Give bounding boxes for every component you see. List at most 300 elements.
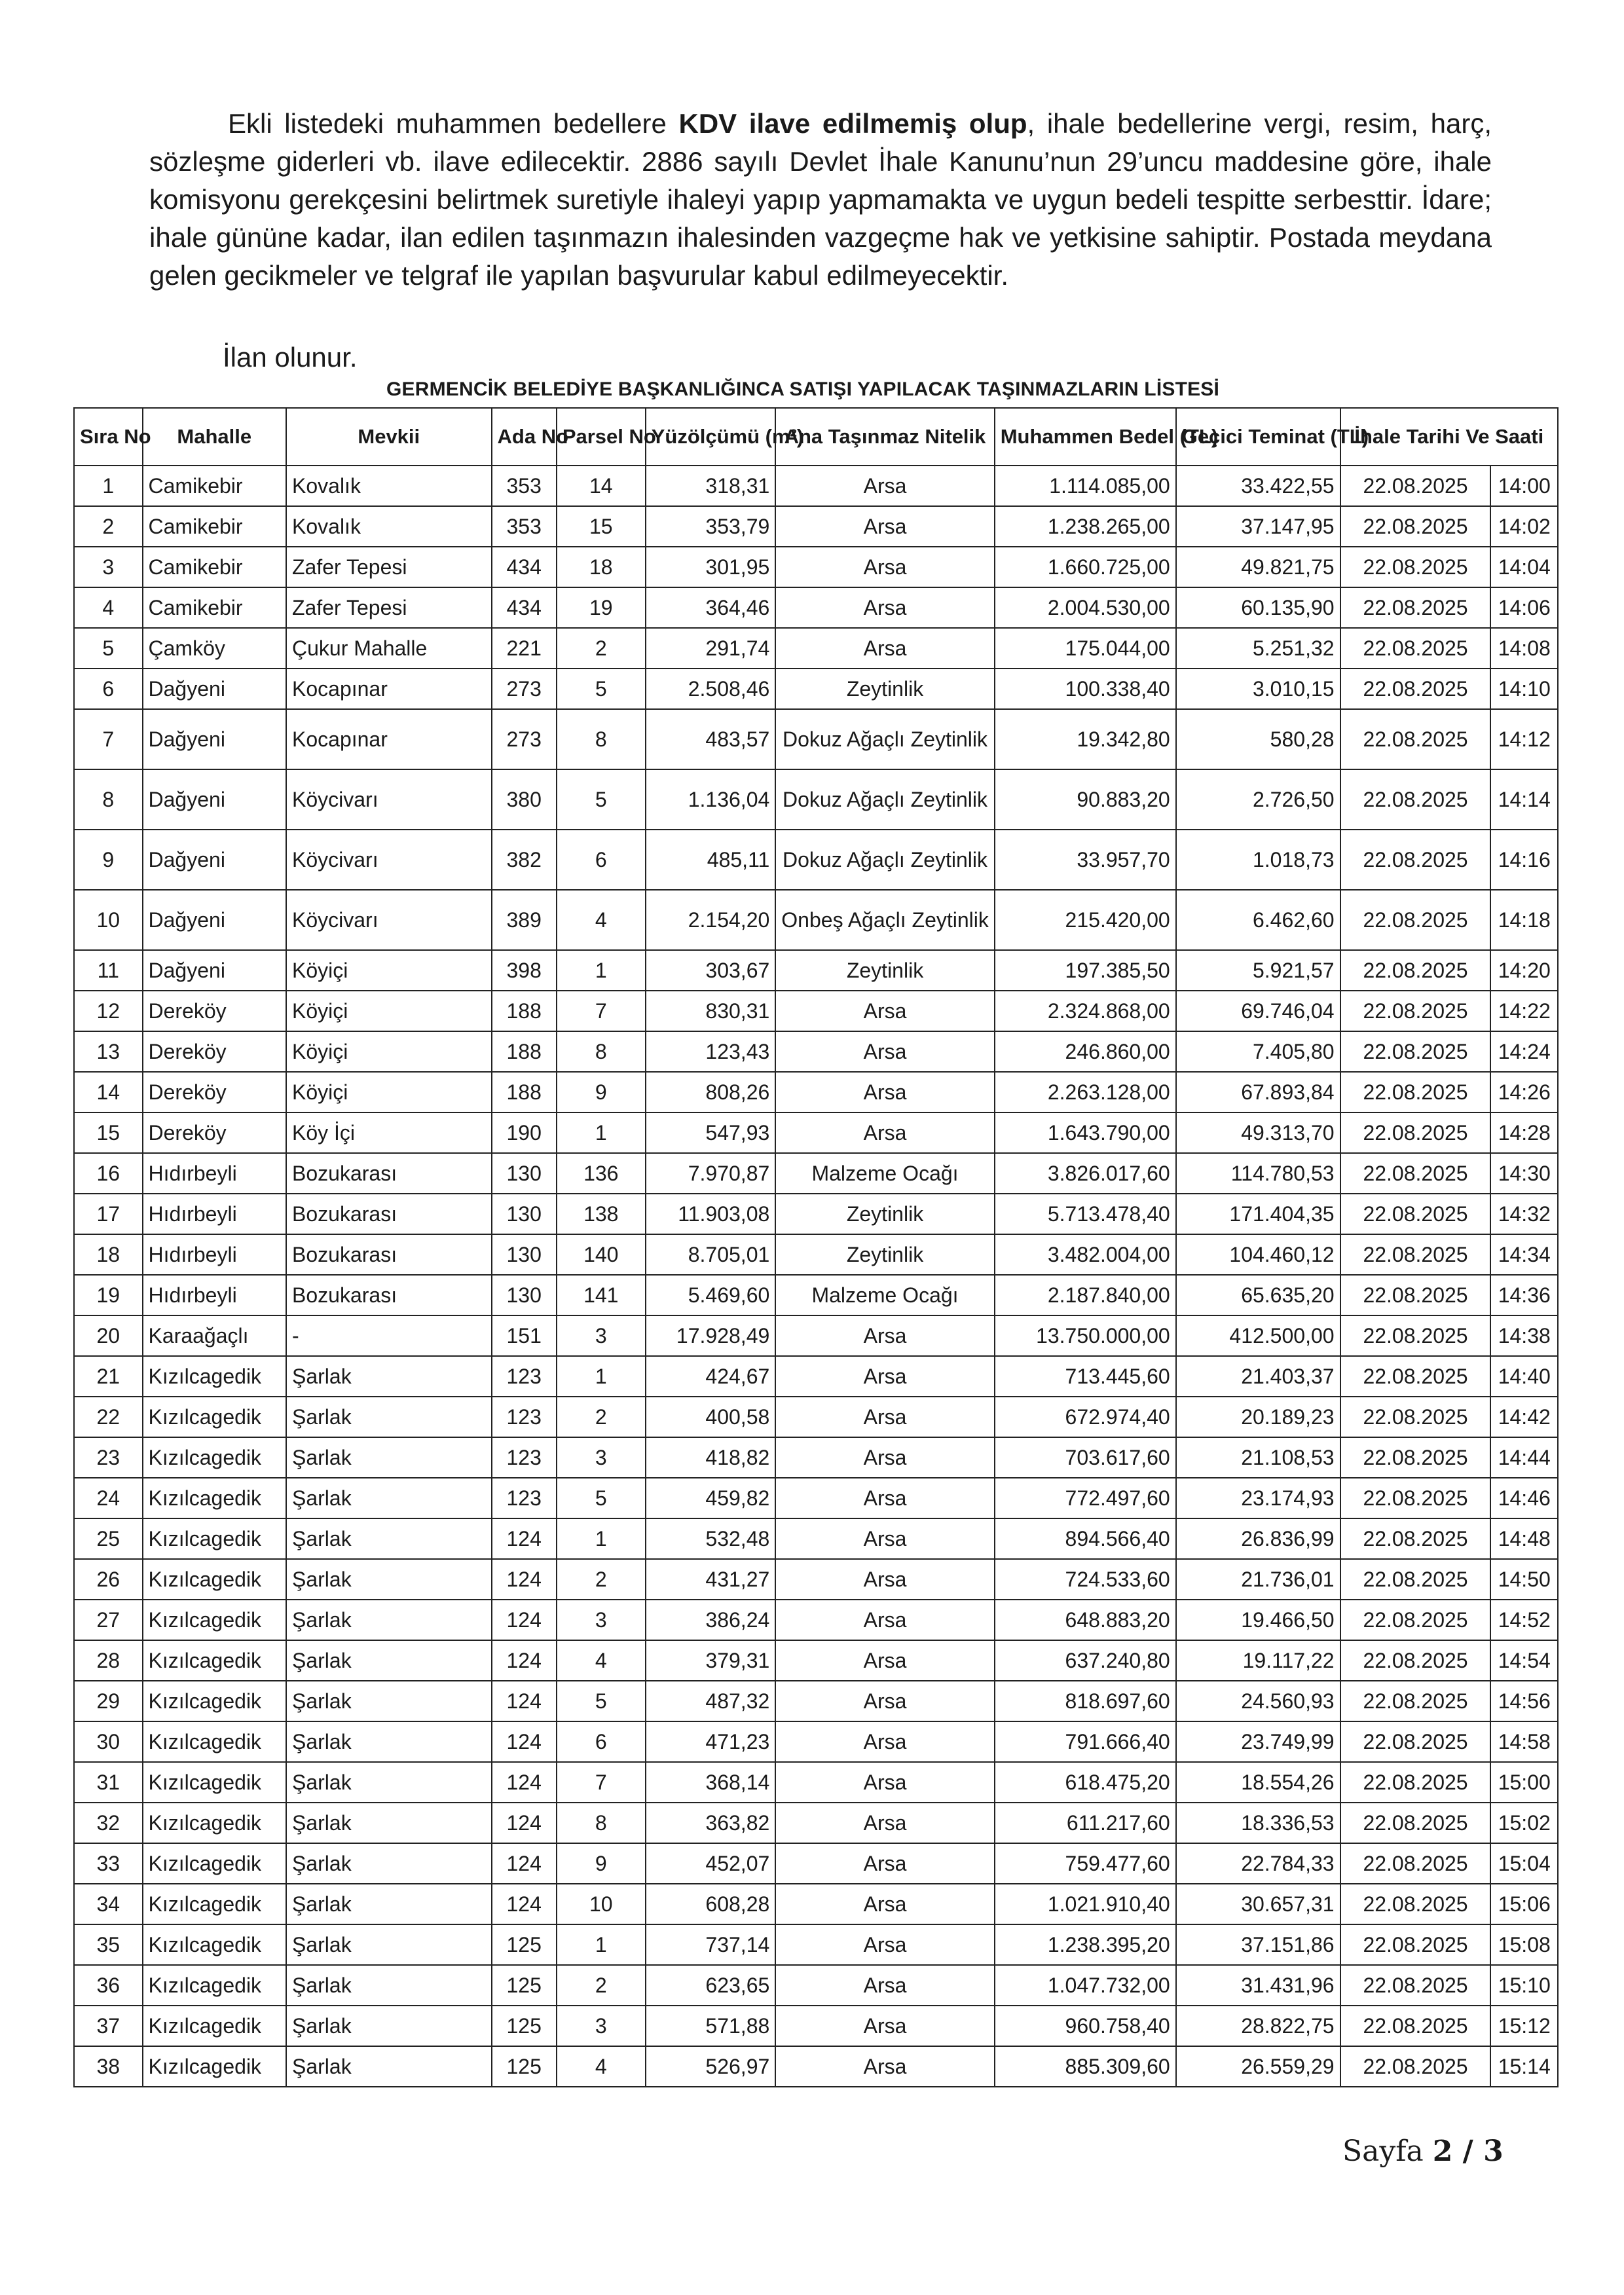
- cell-ada: 125: [492, 2006, 557, 2046]
- cell-saat: 14:48: [1490, 1518, 1558, 1559]
- cell-teminat: 26.559,29: [1176, 2046, 1340, 2087]
- cell-yuzolcumu: 11.903,08: [646, 1194, 776, 1234]
- cell-bedel: 1.660.725,00: [995, 547, 1176, 587]
- cell-nitelik: Arsa: [775, 1762, 994, 1803]
- table-row: [74, 1803, 1558, 1843]
- cell-mahalle: Hıdırbeyli: [143, 1153, 286, 1194]
- cell-nitelik: Zeytinlik: [775, 950, 994, 991]
- cell-teminat: 7.405,80: [1176, 1031, 1340, 1072]
- cell-parsel: 3: [557, 2006, 646, 2046]
- cell-saat: 14:20: [1490, 950, 1558, 991]
- table-row: [74, 709, 1558, 769]
- cell-bedel: 672.974,40: [995, 1397, 1176, 1437]
- cell-parsel: 1: [557, 1518, 646, 1559]
- table-row: [74, 991, 1558, 1031]
- table-row: [74, 769, 1558, 830]
- cell-sira: 6: [74, 669, 143, 709]
- cell-parsel: 3: [557, 1600, 646, 1640]
- cell-mahalle: Dağyeni: [143, 769, 286, 830]
- table-row: [74, 1600, 1558, 1640]
- cell-tarih: 22.08.2025: [1340, 1681, 1491, 1721]
- cell-mevkii: Şarlak: [286, 1965, 492, 2006]
- table-row: [74, 1031, 1558, 1072]
- cell-ada: 434: [492, 587, 557, 628]
- cell-mevkii: Köyiçi: [286, 950, 492, 991]
- cell-mevkii: Bozukarası: [286, 1194, 492, 1234]
- cell-mevkii: Kovalık: [286, 506, 492, 547]
- cell-yuzolcumu: 452,07: [646, 1843, 776, 1884]
- cell-sira: 11: [74, 950, 143, 991]
- cell-bedel: 33.957,70: [995, 830, 1176, 890]
- cell-sira: 24: [74, 1478, 143, 1518]
- cell-parsel: 4: [557, 890, 646, 950]
- cell-tarih: 22.08.2025: [1340, 506, 1491, 547]
- cell-sira: 30: [74, 1721, 143, 1762]
- cell-mahalle: Dereköy: [143, 1112, 286, 1153]
- cell-ada: 123: [492, 1397, 557, 1437]
- cell-mahalle: Kızılcagedik: [143, 1681, 286, 1721]
- cell-yuzolcumu: 291,74: [646, 628, 776, 669]
- cell-bedel: 19.342,80: [995, 709, 1176, 769]
- cell-tarih: 22.08.2025: [1340, 1803, 1491, 1843]
- cell-yuzolcumu: 547,93: [646, 1112, 776, 1153]
- cell-yuzolcumu: 364,46: [646, 587, 776, 628]
- cell-tarih: 22.08.2025: [1340, 950, 1491, 991]
- cell-nitelik: Arsa: [775, 1803, 994, 1843]
- cell-tarih: 22.08.2025: [1340, 1559, 1491, 1600]
- cell-parsel: 9: [557, 1072, 646, 1112]
- cell-mahalle: Dereköy: [143, 1072, 286, 1112]
- cell-parsel: 1: [557, 1924, 646, 1965]
- cell-bedel: 703.617,60: [995, 1437, 1176, 1478]
- cell-saat: 14:02: [1490, 506, 1558, 547]
- cell-mevkii: Şarlak: [286, 1762, 492, 1803]
- cell-parsel: 1: [557, 950, 646, 991]
- cell-bedel: 960.758,40: [995, 2006, 1176, 2046]
- cell-ada: 221: [492, 628, 557, 669]
- table-title: GERMENCİK BELEDİYE BAŞKANLIĞINCA SATIŞI YAPILACAK TAŞINMAZLARIN LİSTESİ: [386, 378, 1220, 400]
- cell-mahalle: Kızılcagedik: [143, 1397, 286, 1437]
- cell-bedel: 885.309,60: [995, 2046, 1176, 2087]
- cell-teminat: 30.657,31: [1176, 1884, 1340, 1924]
- cell-yuzolcumu: 526,97: [646, 2046, 776, 2087]
- cell-sira: 25: [74, 1518, 143, 1559]
- cell-parsel: 2: [557, 1965, 646, 2006]
- cell-ada: 353: [492, 506, 557, 547]
- cell-bedel: 5.713.478,40: [995, 1194, 1176, 1234]
- cell-mahalle: Dereköy: [143, 1031, 286, 1072]
- cell-nitelik: Arsa: [775, 1559, 994, 1600]
- cell-mahalle: Kızılcagedik: [143, 1843, 286, 1884]
- cell-ada: 124: [492, 1600, 557, 1640]
- cell-mevkii: Şarlak: [286, 1924, 492, 1965]
- cell-saat: 14:44: [1490, 1437, 1558, 1478]
- cell-ada: 188: [492, 1072, 557, 1112]
- cell-saat: 14:32: [1490, 1194, 1558, 1234]
- cell-sira: 13: [74, 1031, 143, 1072]
- cell-bedel: 611.217,60: [995, 1803, 1176, 1843]
- cell-tarih: 22.08.2025: [1340, 1031, 1491, 1072]
- cell-saat: 15:06: [1490, 1884, 1558, 1924]
- cell-teminat: 24.560,93: [1176, 1681, 1340, 1721]
- cell-mahalle: Kızılcagedik: [143, 1356, 286, 1397]
- cell-yuzolcumu: 379,31: [646, 1640, 776, 1681]
- cell-mevkii: Köyiçi: [286, 991, 492, 1031]
- cell-ada: 123: [492, 1356, 557, 1397]
- cell-mevkii: Köyiçi: [286, 1072, 492, 1112]
- table-row: [74, 506, 1558, 547]
- cell-tarih: 22.08.2025: [1340, 1884, 1491, 1924]
- cell-yuzolcumu: 424,67: [646, 1356, 776, 1397]
- cell-yuzolcumu: 487,32: [646, 1681, 776, 1721]
- cell-ada: 124: [492, 1721, 557, 1762]
- cell-mevkii: Şarlak: [286, 1721, 492, 1762]
- cell-mevkii: Bozukarası: [286, 1153, 492, 1194]
- cell-saat: 14:10: [1490, 669, 1558, 709]
- cell-nitelik: Arsa: [775, 1681, 994, 1721]
- cell-yuzolcumu: 483,57: [646, 709, 776, 769]
- cell-saat: 14:18: [1490, 890, 1558, 950]
- cell-nitelik: Arsa: [775, 1315, 994, 1356]
- cell-sira: 27: [74, 1600, 143, 1640]
- intro-bold-text: KDV ilave edilmemiş olup: [678, 108, 1027, 139]
- cell-ada: 125: [492, 1924, 557, 1965]
- table-row: [74, 1153, 1558, 1194]
- cell-parsel: 5: [557, 1478, 646, 1518]
- page-value: 2 / 3: [1432, 2135, 1504, 2168]
- cell-nitelik: Arsa: [775, 1640, 994, 1681]
- cell-saat: 15:08: [1490, 1924, 1558, 1965]
- cell-saat: 14:00: [1490, 466, 1558, 506]
- cell-mevkii: Şarlak: [286, 1843, 492, 1884]
- cell-ada: 124: [492, 1518, 557, 1559]
- cell-sira: 3: [74, 547, 143, 587]
- cell-bedel: 175.044,00: [995, 628, 1176, 669]
- cell-parsel: 6: [557, 830, 646, 890]
- cell-parsel: 5: [557, 769, 646, 830]
- cell-mahalle: Dereköy: [143, 991, 286, 1031]
- cell-yuzolcumu: 386,24: [646, 1600, 776, 1640]
- cell-yuzolcumu: 353,79: [646, 506, 776, 547]
- cell-tarih: 22.08.2025: [1340, 1600, 1491, 1640]
- cell-bedel: 894.566,40: [995, 1518, 1176, 1559]
- cell-teminat: 19.466,50: [1176, 1600, 1340, 1640]
- table-row: [74, 1275, 1558, 1315]
- cell-tarih: 22.08.2025: [1340, 1397, 1491, 1437]
- cell-teminat: 22.784,33: [1176, 1843, 1340, 1884]
- cell-parsel: 8: [557, 1803, 646, 1843]
- cell-mahalle: Kızılcagedik: [143, 2046, 286, 2087]
- cell-parsel: 5: [557, 1681, 646, 1721]
- cell-sira: 28: [74, 1640, 143, 1681]
- cell-saat: 14:42: [1490, 1397, 1558, 1437]
- table-row: [74, 1112, 1558, 1153]
- cell-sira: 26: [74, 1559, 143, 1600]
- cell-tarih: 22.08.2025: [1340, 1234, 1491, 1275]
- cell-saat: 14:34: [1490, 1234, 1558, 1275]
- cell-mahalle: Dağyeni: [143, 890, 286, 950]
- cell-nitelik: Arsa: [775, 1397, 994, 1437]
- cell-mahalle: Dağyeni: [143, 709, 286, 769]
- cell-mevkii: Şarlak: [286, 2046, 492, 2087]
- cell-nitelik: Dokuz Ağaçlı Zeytinlik: [775, 769, 994, 830]
- header-yuzolcumu: Yüzölçümü (m²): [646, 408, 776, 466]
- header-mevkii: Mevkii: [286, 408, 492, 466]
- cell-bedel: 197.385,50: [995, 950, 1176, 991]
- cell-sira: 17: [74, 1194, 143, 1234]
- cell-saat: 14:30: [1490, 1153, 1558, 1194]
- cell-teminat: 1.018,73: [1176, 830, 1340, 890]
- cell-parsel: 9: [557, 1843, 646, 1884]
- cell-saat: 15:04: [1490, 1843, 1558, 1884]
- cell-teminat: 23.749,99: [1176, 1721, 1340, 1762]
- cell-bedel: 1.238.395,20: [995, 1924, 1176, 1965]
- cell-parsel: 7: [557, 991, 646, 1031]
- cell-teminat: 19.117,22: [1176, 1640, 1340, 1681]
- cell-teminat: 49.313,70: [1176, 1112, 1340, 1153]
- cell-nitelik: Malzeme Ocağı: [775, 1153, 994, 1194]
- cell-nitelik: Arsa: [775, 2006, 994, 2046]
- table-row: [74, 890, 1558, 950]
- cell-teminat: 49.821,75: [1176, 547, 1340, 587]
- cell-yuzolcumu: 1.136,04: [646, 769, 776, 830]
- cell-parsel: 138: [557, 1194, 646, 1234]
- cell-sira: 35: [74, 1924, 143, 1965]
- table-row: [74, 1072, 1558, 1112]
- cell-mevkii: Şarlak: [286, 1803, 492, 1843]
- cell-nitelik: Arsa: [775, 2046, 994, 2087]
- table-row: [74, 2006, 1558, 2046]
- cell-bedel: 13.750.000,00: [995, 1315, 1176, 1356]
- cell-parsel: 2: [557, 1559, 646, 1600]
- cell-mahalle: Kızılcagedik: [143, 1762, 286, 1803]
- cell-sira: 2: [74, 506, 143, 547]
- table-row: [74, 1478, 1558, 1518]
- cell-saat: 15:00: [1490, 1762, 1558, 1803]
- cell-parsel: 1: [557, 1356, 646, 1397]
- cell-sira: 34: [74, 1884, 143, 1924]
- cell-tarih: 22.08.2025: [1340, 1275, 1491, 1315]
- cell-bedel: 100.338,40: [995, 669, 1176, 709]
- cell-tarih: 22.08.2025: [1340, 1965, 1491, 2006]
- cell-ada: 389: [492, 890, 557, 950]
- cell-bedel: 215.420,00: [995, 890, 1176, 950]
- cell-teminat: 171.404,35: [1176, 1194, 1340, 1234]
- cell-mevkii: Bozukarası: [286, 1275, 492, 1315]
- cell-saat: 14:26: [1490, 1072, 1558, 1112]
- cell-nitelik: Arsa: [775, 506, 994, 547]
- cell-tarih: 22.08.2025: [1340, 1194, 1491, 1234]
- cell-tarih: 22.08.2025: [1340, 1924, 1491, 1965]
- cell-tarih: 22.08.2025: [1340, 1315, 1491, 1356]
- cell-teminat: 31.431,96: [1176, 1965, 1340, 2006]
- cell-mahalle: Kızılcagedik: [143, 1478, 286, 1518]
- cell-saat: 15:02: [1490, 1803, 1558, 1843]
- cell-mevkii: Şarlak: [286, 1397, 492, 1437]
- cell-bedel: 2.324.868,00: [995, 991, 1176, 1031]
- header-parsel: Parsel No: [557, 408, 646, 466]
- table-row: [74, 1315, 1558, 1356]
- table-row: [74, 1397, 1558, 1437]
- cell-tarih: 22.08.2025: [1340, 769, 1491, 830]
- cell-tarih: 22.08.2025: [1340, 1640, 1491, 1681]
- cell-sira: 10: [74, 890, 143, 950]
- cell-tarih: 22.08.2025: [1340, 830, 1491, 890]
- cell-nitelik: Arsa: [775, 547, 994, 587]
- cell-tarih: 22.08.2025: [1340, 709, 1491, 769]
- cell-mahalle: Hıdırbeyli: [143, 1194, 286, 1234]
- cell-bedel: 713.445,60: [995, 1356, 1176, 1397]
- cell-yuzolcumu: 7.970,87: [646, 1153, 776, 1194]
- cell-sira: 7: [74, 709, 143, 769]
- cell-parsel: 2: [557, 628, 646, 669]
- cell-nitelik: Dokuz Ağaçlı Zeytinlik: [775, 830, 994, 890]
- cell-tarih: 22.08.2025: [1340, 890, 1491, 950]
- cell-ada: 125: [492, 1965, 557, 2006]
- cell-parsel: 5: [557, 669, 646, 709]
- cell-parsel: 1: [557, 1112, 646, 1153]
- cell-saat: 14:14: [1490, 769, 1558, 830]
- cell-teminat: 18.554,26: [1176, 1762, 1340, 1803]
- cell-yuzolcumu: 418,82: [646, 1437, 776, 1478]
- page-number: [1342, 2135, 1504, 2168]
- cell-nitelik: Arsa: [775, 628, 994, 669]
- cell-nitelik: Zeytinlik: [775, 669, 994, 709]
- cell-parsel: 141: [557, 1275, 646, 1315]
- cell-tarih: 22.08.2025: [1340, 466, 1491, 506]
- cell-bedel: 1.114.085,00: [995, 466, 1176, 506]
- cell-saat: 14:28: [1490, 1112, 1558, 1153]
- cell-parsel: 3: [557, 1437, 646, 1478]
- cell-saat: 14:24: [1490, 1031, 1558, 1072]
- cell-ada: 124: [492, 1559, 557, 1600]
- cell-mevkii: Kocapınar: [286, 709, 492, 769]
- cell-ada: 124: [492, 1803, 557, 1843]
- cell-saat: 14:40: [1490, 1356, 1558, 1397]
- cell-yuzolcumu: 368,14: [646, 1762, 776, 1803]
- cell-bedel: 3.482.004,00: [995, 1234, 1176, 1275]
- cell-bedel: 637.240,80: [995, 1640, 1176, 1681]
- cell-mevkii: Zafer Tepesi: [286, 547, 492, 587]
- cell-teminat: 69.746,04: [1176, 991, 1340, 1031]
- cell-sira: 4: [74, 587, 143, 628]
- cell-yuzolcumu: 431,27: [646, 1559, 776, 1600]
- cell-nitelik: Malzeme Ocağı: [775, 1275, 994, 1315]
- cell-saat: 14:22: [1490, 991, 1558, 1031]
- cell-mevkii: Şarlak: [286, 1437, 492, 1478]
- cell-mahalle: Hıdırbeyli: [143, 1234, 286, 1275]
- cell-nitelik: Arsa: [775, 1600, 994, 1640]
- cell-parsel: 18: [557, 547, 646, 587]
- cell-tarih: 22.08.2025: [1340, 669, 1491, 709]
- cell-nitelik: Zeytinlik: [775, 1234, 994, 1275]
- table-body: [74, 466, 1558, 2087]
- cell-tarih: 22.08.2025: [1340, 1843, 1491, 1884]
- cell-teminat: 2.726,50: [1176, 769, 1340, 830]
- cell-ada: 124: [492, 1762, 557, 1803]
- cell-teminat: 37.151,86: [1176, 1924, 1340, 1965]
- cell-yuzolcumu: 17.928,49: [646, 1315, 776, 1356]
- cell-saat: 14:36: [1490, 1275, 1558, 1315]
- table-row: [74, 1884, 1558, 1924]
- cell-teminat: 580,28: [1176, 709, 1340, 769]
- cell-teminat: 23.174,93: [1176, 1478, 1340, 1518]
- cell-mevkii: Bozukarası: [286, 1234, 492, 1275]
- cell-sira: 36: [74, 1965, 143, 2006]
- cell-tarih: 22.08.2025: [1340, 2006, 1491, 2046]
- cell-saat: 14:52: [1490, 1600, 1558, 1640]
- cell-mevkii: Şarlak: [286, 1518, 492, 1559]
- cell-bedel: 246.860,00: [995, 1031, 1176, 1072]
- cell-saat: 14:50: [1490, 1559, 1558, 1600]
- cell-mahalle: Dağyeni: [143, 950, 286, 991]
- intro-text-1: Ekli listedeki muhammen bedellere: [228, 108, 679, 139]
- cell-sira: 1: [74, 466, 143, 506]
- intro-text-2: , ihale bedellerine vergi, resim, harç, sözleşme giderleri vb. ilave edilecektir. 2886 sayılı Devlet İhale Kanunu’nun 29’uncu maddesine göre, ihale komisyonu gerekçesini belirtmek suretiyle ihaleyi yapıp yapmamakta ve uygun bedeli tespitte serbesttir. İdare; ihale gününe kadar, ilan edilen taşınmazın ihalesinden vazgeçme hak ve yetkisine sahiptir. Postada meydana gelen gecikmeler ve telgraf ile yapılan başvurular kabul edilmeyecektir.: [149, 108, 1492, 291]
- cell-sira: 14: [74, 1072, 143, 1112]
- cell-bedel: 2.263.128,00: [995, 1072, 1176, 1112]
- table-row: [74, 2046, 1558, 2087]
- cell-teminat: 60.135,90: [1176, 587, 1340, 628]
- cell-ada: 353: [492, 466, 557, 506]
- cell-mevkii: Köyiçi: [286, 1031, 492, 1072]
- cell-ada: 124: [492, 1640, 557, 1681]
- cell-mevkii: Köycivarı: [286, 769, 492, 830]
- table-row: [74, 669, 1558, 709]
- cell-teminat: 21.736,01: [1176, 1559, 1340, 1600]
- cell-bedel: 818.697,60: [995, 1681, 1176, 1721]
- cell-tarih: 22.08.2025: [1340, 1518, 1491, 1559]
- cell-mevkii: Köy İçi: [286, 1112, 492, 1153]
- cell-tarih: 22.08.2025: [1340, 2046, 1491, 2087]
- table-row: [74, 1843, 1558, 1884]
- cell-mahalle: Kızılcagedik: [143, 1600, 286, 1640]
- cell-yuzolcumu: 301,95: [646, 547, 776, 587]
- cell-mahalle: Hıdırbeyli: [143, 1275, 286, 1315]
- cell-saat: 15:12: [1490, 2006, 1558, 2046]
- cell-saat: 14:46: [1490, 1478, 1558, 1518]
- cell-yuzolcumu: 363,82: [646, 1803, 776, 1843]
- cell-sira: 18: [74, 1234, 143, 1275]
- cell-sira: 15: [74, 1112, 143, 1153]
- cell-ada: 188: [492, 1031, 557, 1072]
- ilan-olunur: İlan olunur.: [223, 342, 358, 373]
- cell-parsel: 136: [557, 1153, 646, 1194]
- cell-parsel: 6: [557, 1721, 646, 1762]
- cell-tarih: 22.08.2025: [1340, 1072, 1491, 1112]
- cell-mahalle: Kızılcagedik: [143, 1884, 286, 1924]
- cell-sira: 23: [74, 1437, 143, 1478]
- cell-saat: 15:10: [1490, 1965, 1558, 2006]
- cell-ada: 151: [492, 1315, 557, 1356]
- cell-bedel: 90.883,20: [995, 769, 1176, 830]
- cell-yuzolcumu: 808,26: [646, 1072, 776, 1112]
- table-row: [74, 1721, 1558, 1762]
- header-sira: Sıra No: [74, 408, 143, 466]
- cell-yuzolcumu: 8.705,01: [646, 1234, 776, 1275]
- table-header: [74, 408, 1558, 466]
- cell-ada: 124: [492, 1884, 557, 1924]
- cell-nitelik: Arsa: [775, 991, 994, 1031]
- table-row: [74, 1234, 1558, 1275]
- cell-parsel: 8: [557, 709, 646, 769]
- header-ada: Ada No: [492, 408, 557, 466]
- cell-mevkii: Kovalık: [286, 466, 492, 506]
- cell-sira: 19: [74, 1275, 143, 1315]
- cell-ada: 130: [492, 1234, 557, 1275]
- cell-mevkii: Şarlak: [286, 1356, 492, 1397]
- table-row: [74, 587, 1558, 628]
